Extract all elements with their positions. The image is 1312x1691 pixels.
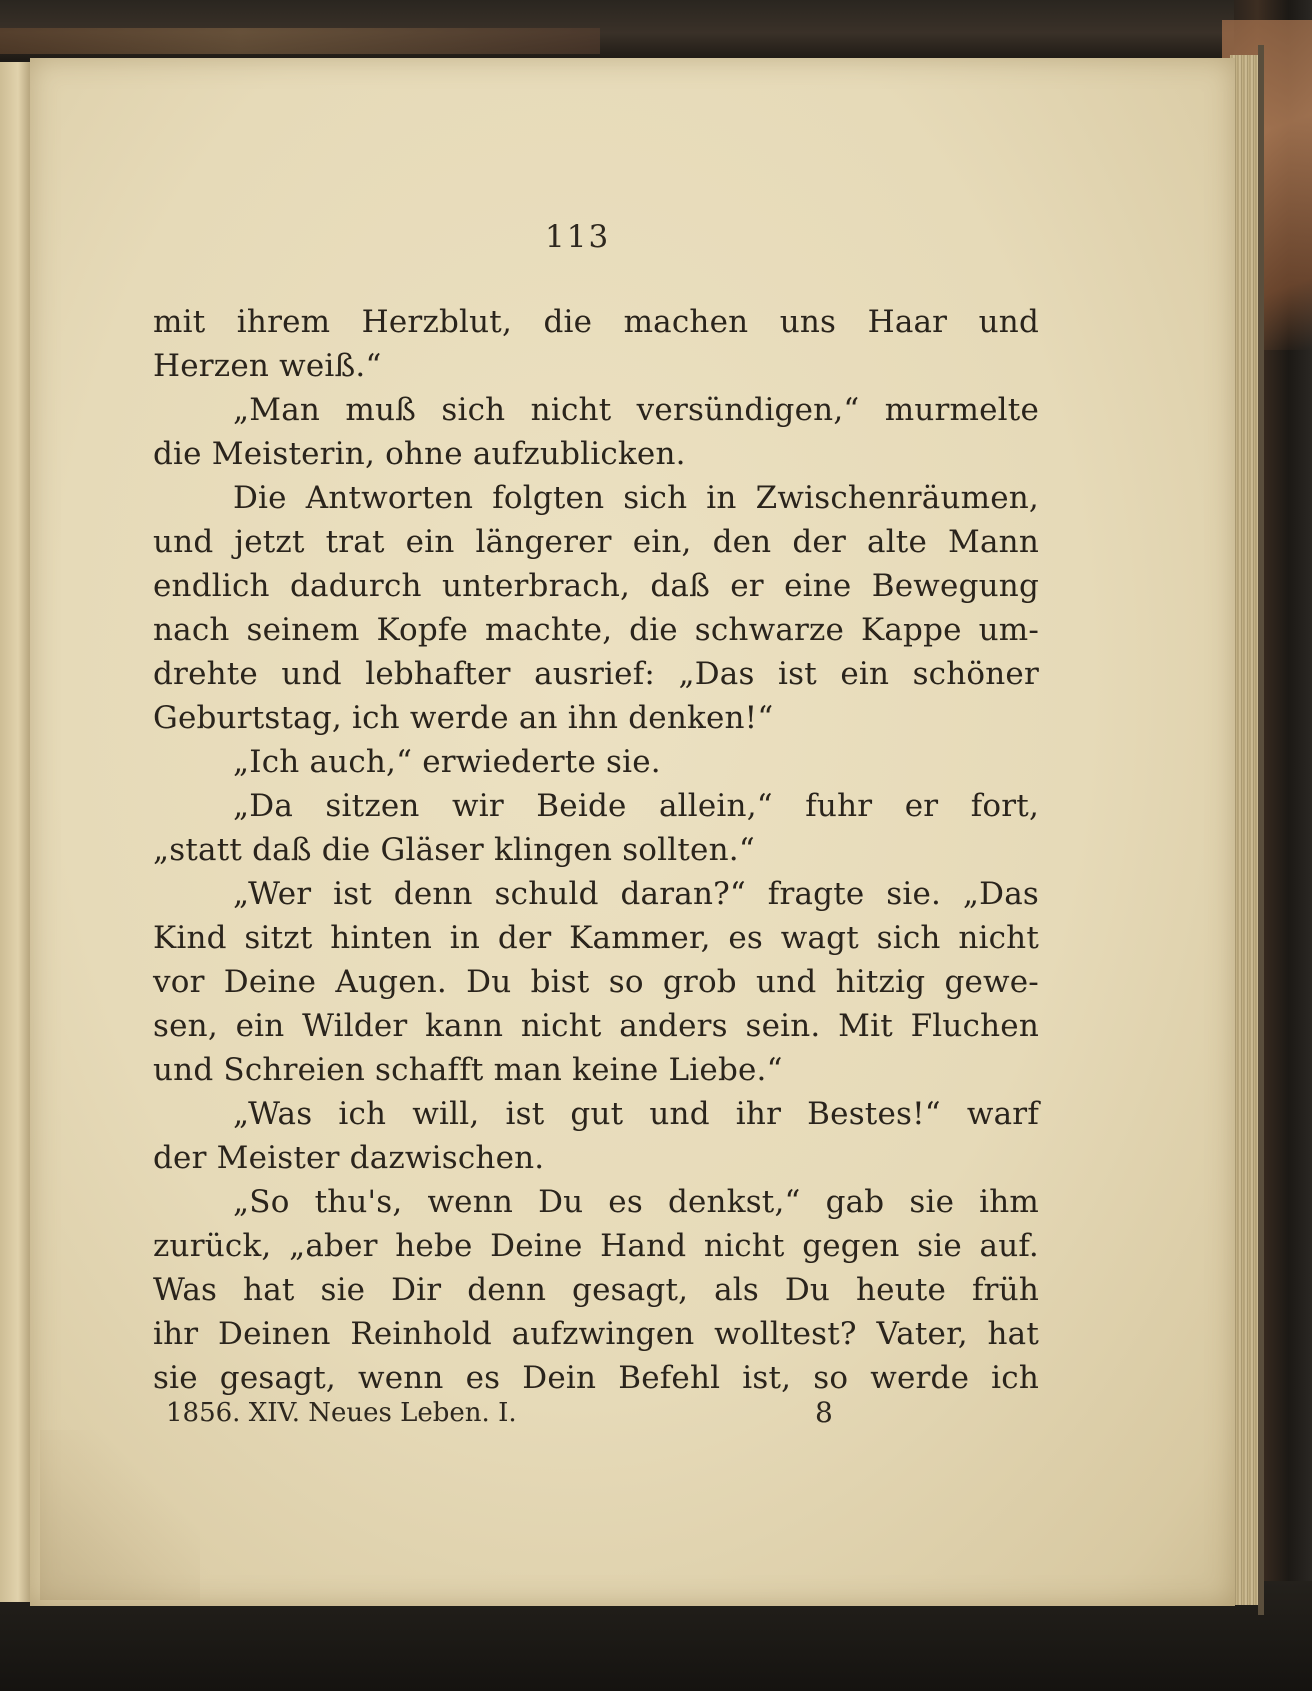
text-line: „Wer ist denn schuld daran?“ fragte sie. „Das <box>233 876 1039 912</box>
page-number: 113 <box>545 219 611 255</box>
text-line: mit ihrem Herzblut, die machen uns Haar und <box>153 304 1039 340</box>
text-line: „Da sitzen wir Beide allein,“ fuhr er fort, <box>233 788 1039 824</box>
text-line: ihr Deinen Reinhold aufzwingen wolltest? Vater, hat <box>153 1316 1039 1352</box>
text-line: „Ich auch,“ erwiederte sie. <box>233 744 661 780</box>
text-line: der Meister dazwischen. <box>153 1140 545 1176</box>
text-line: sen, ein Wilder kann nicht anders sein. Mit Fluchen <box>153 1008 1039 1044</box>
text-line: Herzen weiß.“ <box>153 348 382 384</box>
text-line: „statt daß die Gläser klingen sollten.“ <box>153 832 755 868</box>
page-edge-shadow <box>1258 45 1264 1615</box>
text-line: sie gesagt, wenn es Dein Befehl ist, so werde ich <box>153 1360 1039 1396</box>
text-line: Was hat sie Dir denn gesagt, als Du heute früh <box>153 1272 1039 1308</box>
text-line: Die Antworten folgten sich in Zwischenräumen, <box>233 480 1039 516</box>
text-line: und jetzt trat ein längerer ein, den der alte Mann <box>153 524 1039 560</box>
text-line: endlich dadurch unterbrach, daß er eine Bewegung <box>153 568 1039 604</box>
page-corner-wear <box>40 1430 200 1600</box>
text-line: zurück, „aber hebe Deine Hand nicht gegen sie auf. <box>153 1228 1039 1264</box>
text-line: Geburtstag, ich werde an ihn denken!“ <box>153 700 774 736</box>
text-line: und Schreien schafft man keine Liebe.“ <box>153 1052 783 1088</box>
text-line: drehte und lebhafter ausrief: „Das ist ein schöner <box>153 656 1039 692</box>
signature-sheet-number: 8 <box>815 1396 833 1429</box>
printer-signature: 1856. XIV. Neues Leben. I. <box>166 1398 517 1428</box>
text-line: vor Deine Augen. Du bist so grob und hitzig gewe- <box>153 964 1039 1000</box>
previous-page-edge <box>0 62 30 1602</box>
text-line: die Meisterin, ohne aufzublicken. <box>153 436 686 472</box>
text-line: „So thu's, wenn Du es denkst,“ gab sie ihm <box>233 1184 1039 1220</box>
text-line: Kind sitzt hinten in der Kammer, es wagt sich nicht <box>153 920 1039 956</box>
cover-leather-strip <box>0 28 600 54</box>
text-line: nach seinem Kopfe machte, die schwarze Kappe um- <box>153 612 1039 648</box>
text-line: „Was ich will, ist gut und ihr Bestes!“ warf <box>233 1096 1039 1132</box>
text-line: „Man muß sich nicht versündigen,“ murmelte <box>233 392 1039 428</box>
